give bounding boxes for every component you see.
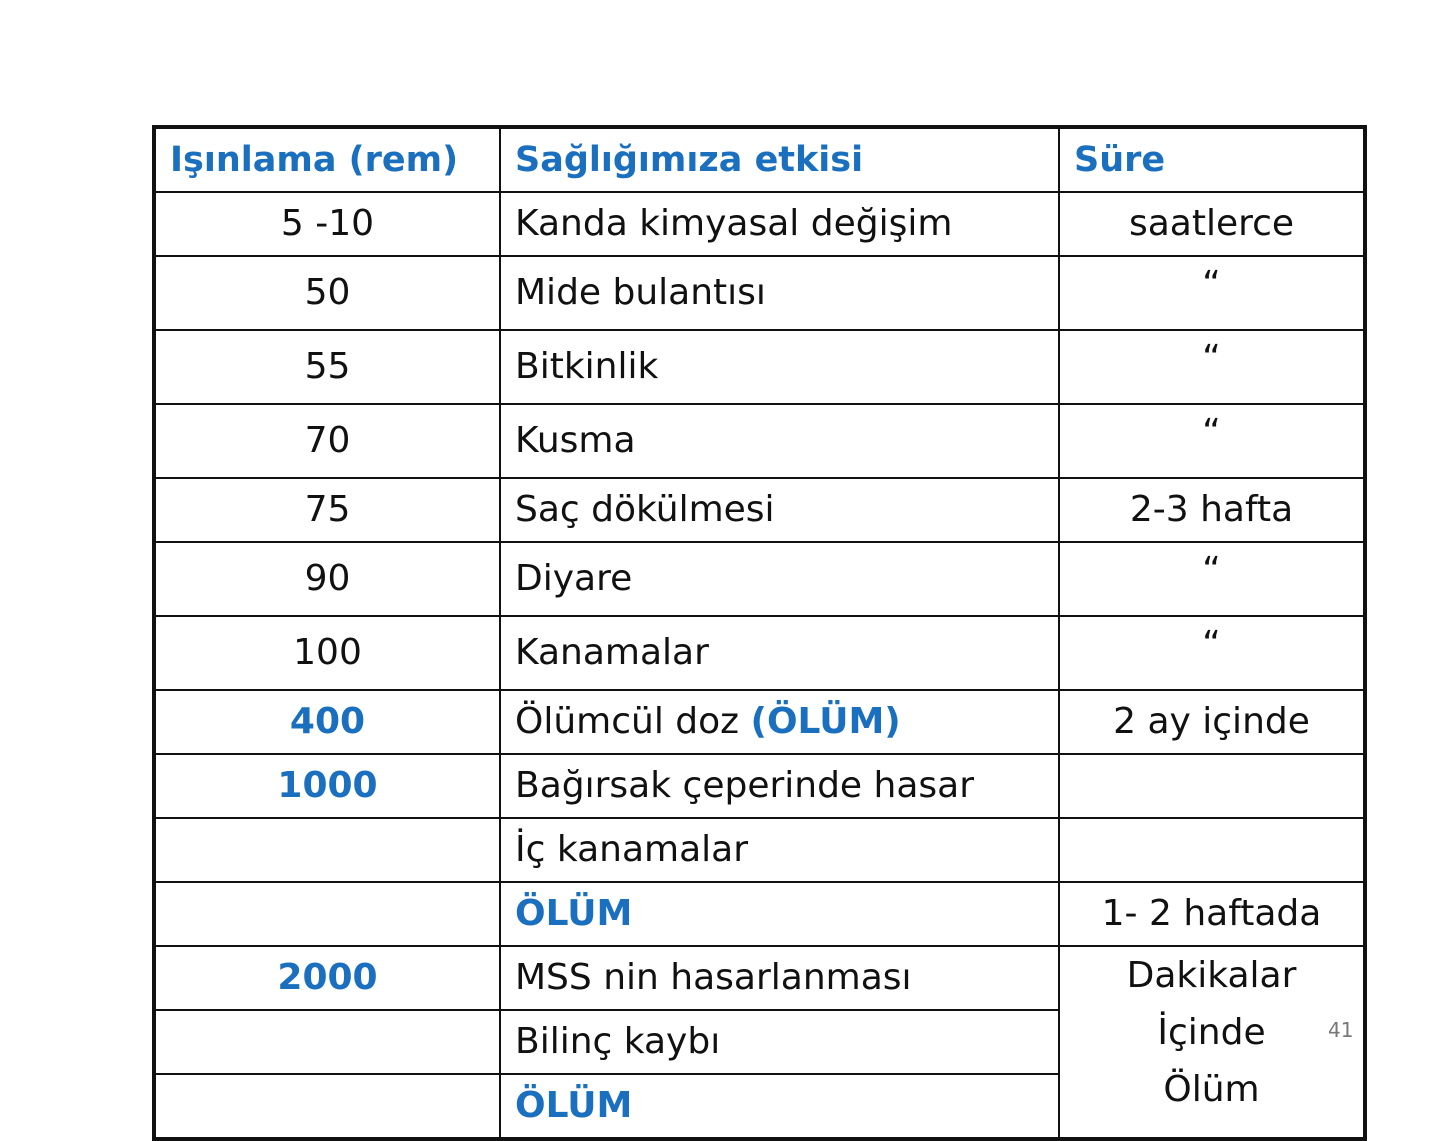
table-row bbox=[154, 754, 1365, 818]
table-row bbox=[154, 192, 1365, 256]
duration-cell: saatlerce bbox=[1059, 192, 1365, 256]
effect-cell: Saç dökülmesi bbox=[500, 478, 1059, 542]
radiation-effects-table bbox=[152, 125, 1367, 1141]
duration-line: Dakikalar bbox=[1126, 955, 1297, 996]
table-row bbox=[154, 818, 1365, 882]
effect-cell: MSS nin hasarlanması bbox=[500, 946, 1059, 1010]
table-row bbox=[154, 690, 1365, 754]
header-exposure: Işınlama (rem) bbox=[154, 127, 500, 192]
effect-cell: Diyare bbox=[500, 542, 1059, 616]
rem-cell bbox=[154, 1074, 500, 1139]
rem-cell: 70 bbox=[154, 404, 500, 478]
effect-cell: Kanamalar bbox=[500, 616, 1059, 690]
rem-cell bbox=[154, 1010, 500, 1074]
duration-cell: “ bbox=[1059, 330, 1365, 404]
rem-cell bbox=[154, 818, 500, 882]
duration-line: Ölüm bbox=[1163, 1069, 1260, 1110]
rem-cell bbox=[154, 882, 500, 946]
effect-cell: Bilinç kaybı bbox=[500, 1010, 1059, 1074]
table-row bbox=[154, 404, 1365, 478]
duration-cell: 2 ay içinde bbox=[1059, 690, 1365, 754]
effect-cell: Kusma bbox=[500, 404, 1059, 478]
rem-cell: 100 bbox=[154, 616, 500, 690]
duration-cell: “ bbox=[1059, 616, 1365, 690]
rem-cell: 400 bbox=[154, 690, 500, 754]
table-row bbox=[154, 256, 1365, 330]
rem-cell: 55 bbox=[154, 330, 500, 404]
effect-cell: ÖLÜM bbox=[500, 1074, 1059, 1139]
table-row bbox=[154, 946, 1365, 1010]
effect-cell: Bağırsak çeperinde hasar bbox=[500, 754, 1059, 818]
duration-cell: 2-3 hafta bbox=[1059, 478, 1365, 542]
page-number: 41 bbox=[1328, 1018, 1354, 1042]
header-effect: Sağlığımıza etkisi bbox=[500, 127, 1059, 192]
table-row bbox=[154, 478, 1365, 542]
rem-cell: 50 bbox=[154, 256, 500, 330]
duration-cell: “ bbox=[1059, 256, 1365, 330]
rem-cell: 75 bbox=[154, 478, 500, 542]
table-row bbox=[154, 330, 1365, 404]
effect-highlight: (ÖLÜM) bbox=[750, 701, 901, 742]
table-row bbox=[154, 882, 1365, 946]
effect-cell: Mide bulantısı bbox=[500, 256, 1059, 330]
table-row bbox=[154, 616, 1365, 690]
effect-text: Ölümcül doz bbox=[515, 701, 751, 742]
duration-cell: “ bbox=[1059, 404, 1365, 478]
merged-duration-cell bbox=[1059, 946, 1365, 1139]
duration-cell bbox=[1059, 754, 1365, 818]
duration-cell bbox=[1059, 818, 1365, 882]
table-row bbox=[154, 542, 1365, 616]
effect-cell: Bitkinlik bbox=[500, 330, 1059, 404]
duration-line: İçinde bbox=[1157, 1012, 1266, 1053]
table-header-row bbox=[154, 127, 1365, 192]
duration-cell: 1- 2 haftada bbox=[1059, 882, 1365, 946]
effect-cell: İç kanamalar bbox=[500, 818, 1059, 882]
effect-cell: Kanda kimyasal değişim bbox=[500, 192, 1059, 256]
rem-cell: 90 bbox=[154, 542, 500, 616]
header-duration: Süre bbox=[1059, 127, 1365, 192]
rem-cell: 1000 bbox=[154, 754, 500, 818]
rem-cell: 5 -10 bbox=[154, 192, 500, 256]
effect-cell bbox=[500, 690, 1059, 754]
effect-cell: ÖLÜM bbox=[500, 882, 1059, 946]
duration-cell: “ bbox=[1059, 542, 1365, 616]
rem-cell: 2000 bbox=[154, 946, 500, 1010]
